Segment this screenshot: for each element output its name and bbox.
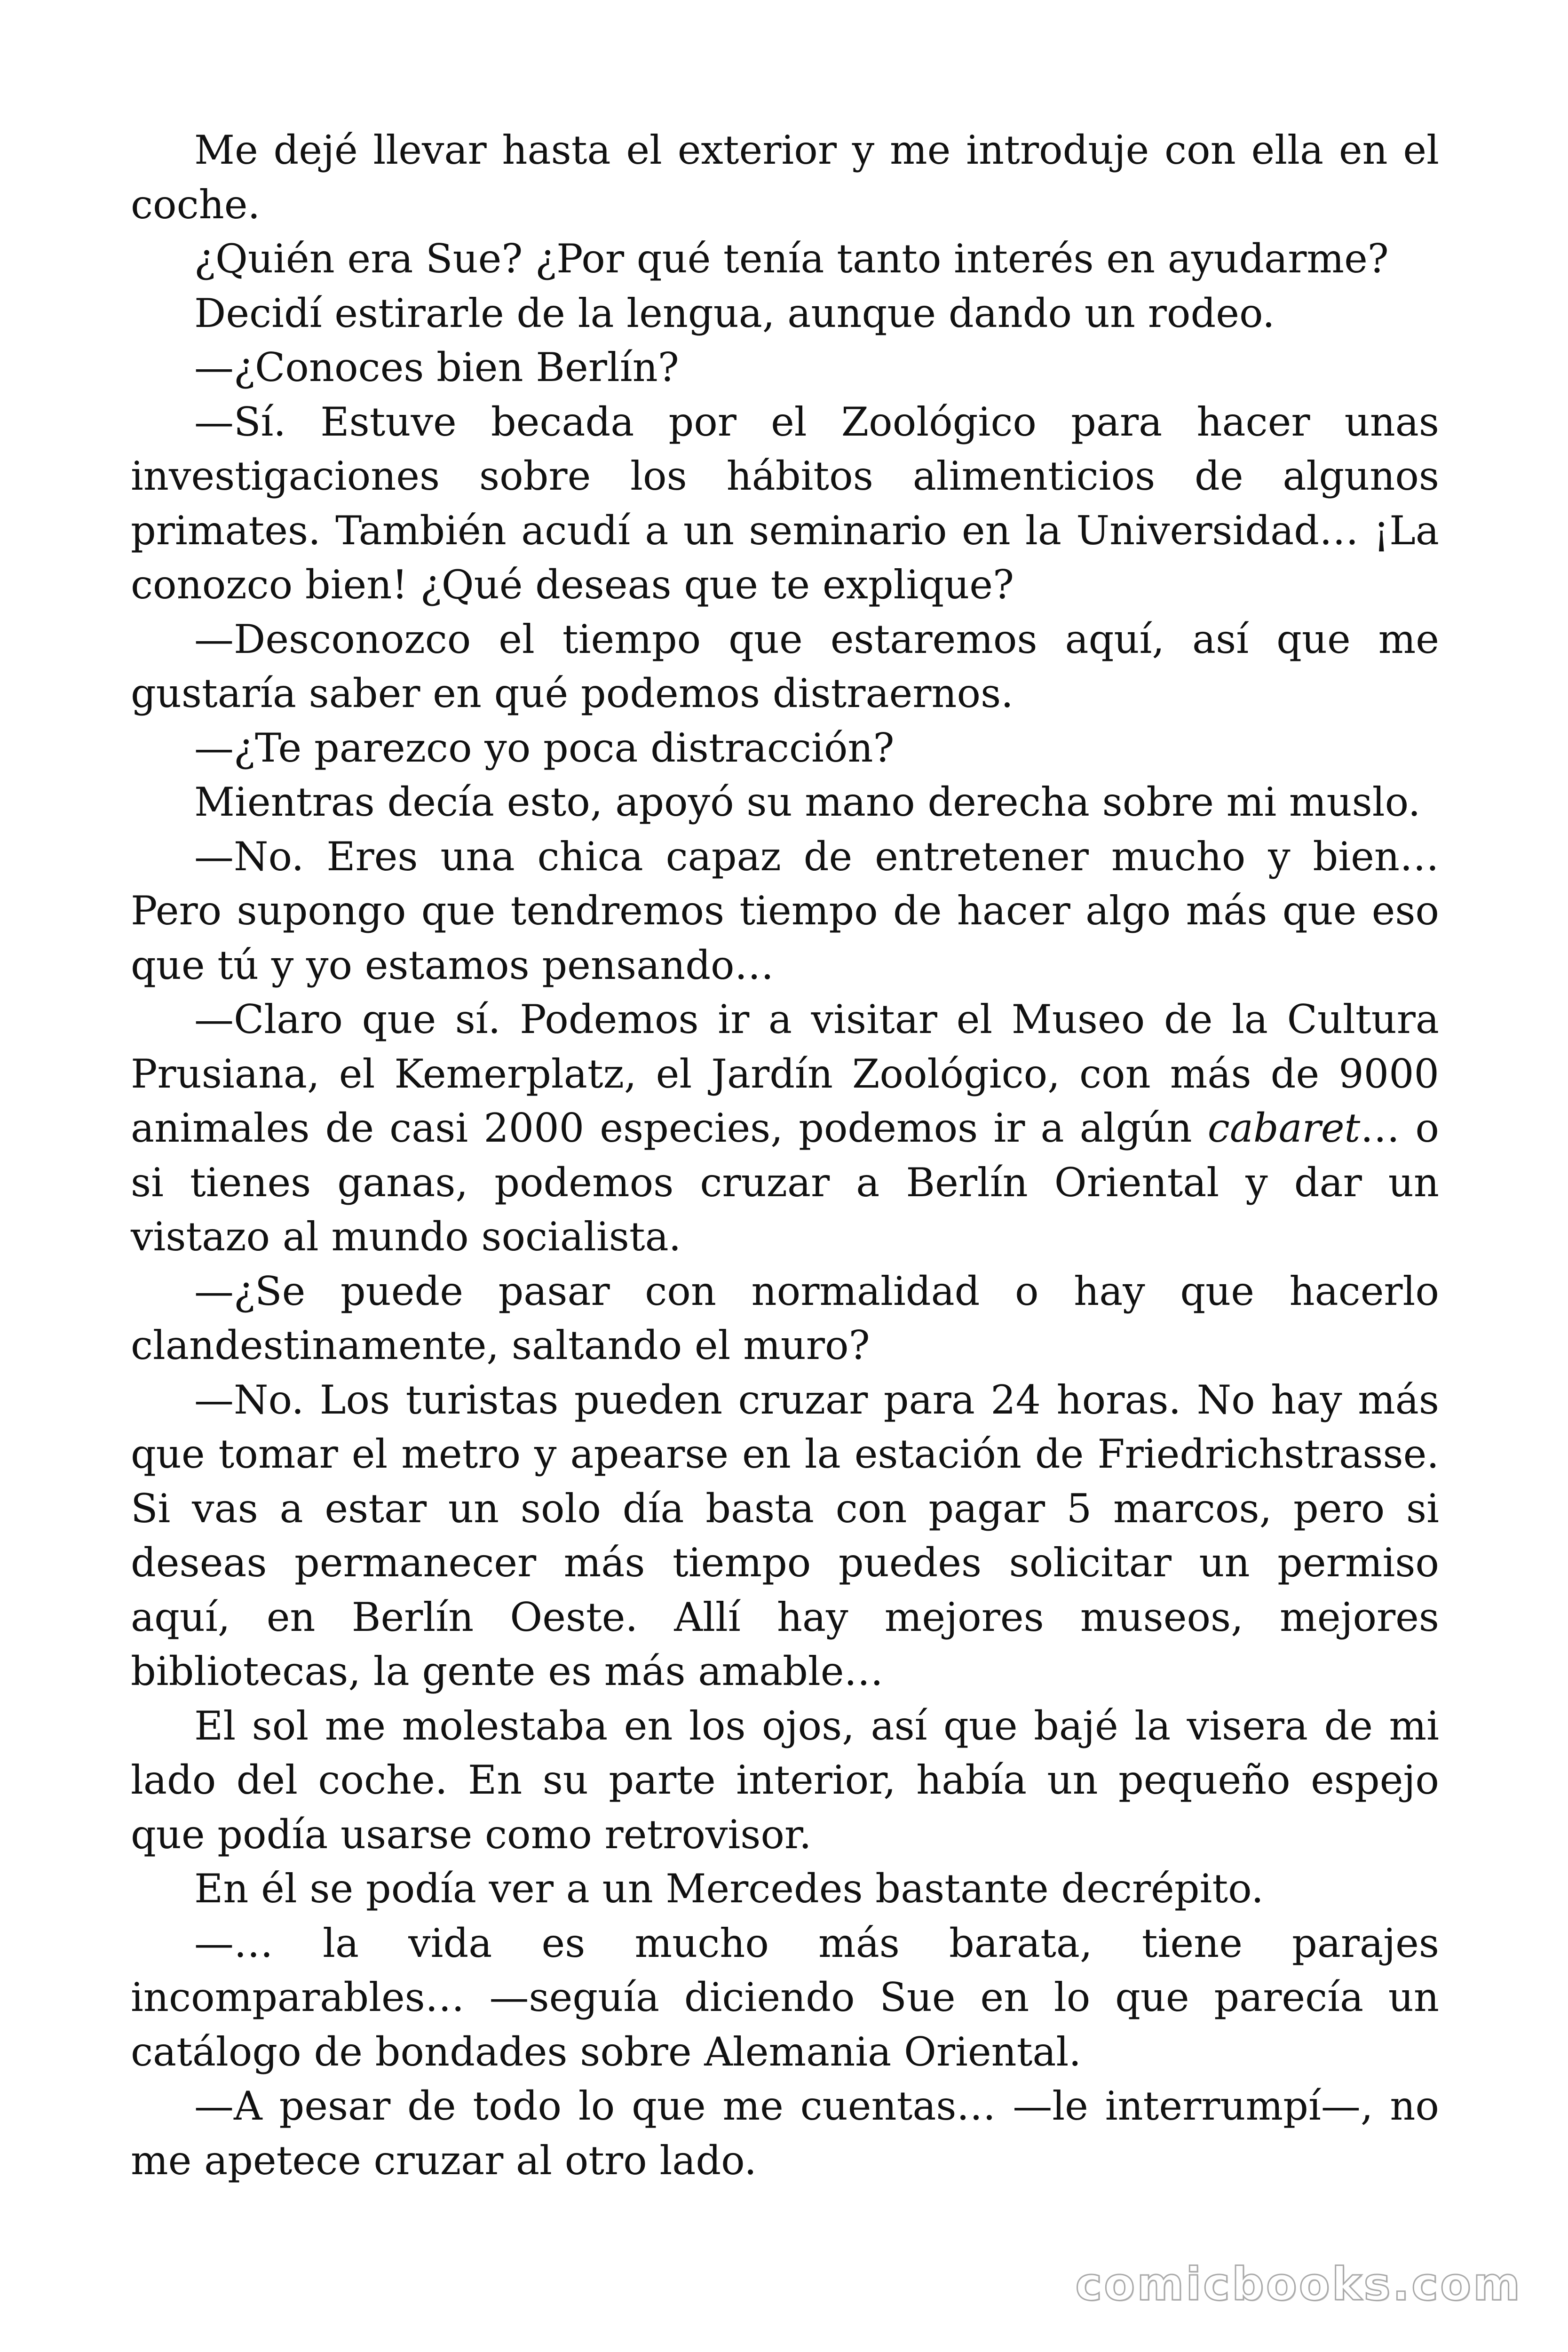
- page-text: [131, 123, 1439, 2188]
- text-run: —¿Conoces bien Berlín?: [194, 344, 679, 390]
- text-run: —No. Los turistas pueden cruzar para 24 horas. No hay más que tomar el metro y apearse en la estación de Friedrichstrasse. Si vas a estar un solo día basta con pagar 5 marcos, pero si deseas permanecer más tiempo puedes solicitar un permiso aquí, en Berlín Oeste. Allí hay mejores museos, mejores bibliotecas, la gente es más amable…: [131, 1376, 1439, 1694]
- text-run: —… la vida es mucho más barata, tiene parajes incomparables… —seguía diciendo Sue en lo que parecía un catálogo de bondades sobre Alemania Oriental.: [131, 1920, 1439, 2075]
- text-run: —¿Te parezco yo poca distracción?: [194, 724, 895, 771]
- text-run: Decidí estirarle de la lengua, aunque dando un rodeo.: [194, 290, 1275, 336]
- paragraph: [131, 721, 1439, 776]
- paragraph: [131, 1373, 1439, 1699]
- paragraph: [131, 1916, 1439, 2080]
- text-run: —No. Eres una chica capaz de entretener mucho y bien… Pero supongo que tendremos tiempo de hacer algo más que eso que tú y yo estamos pensando…: [131, 833, 1439, 988]
- text-run: —Claro que sí. Podemos ir a visitar el Museo de la Cultura Prusiana, el Kemerplatz, el Jardín Zoológico, con más de 9000 animales de casi 2000 especies, podemos ir a algún: [131, 996, 1439, 1151]
- italic-text: cabaret: [1207, 1105, 1361, 1151]
- paragraph: [131, 1862, 1439, 1916]
- text-run: —¿Se puede pasar con normalidad o hay que hacerlo clandestinamente, saltando el muro?: [131, 1268, 1439, 1368]
- paragraph: [131, 2079, 1439, 2188]
- text-run: —Sí. Estuve becada por el Zoológico para hacer unas investigaciones sobre los hábitos alimenticios de algunos primates. También acudí a un seminario en la Universidad… ¡La conozco bien! ¿Qué deseas que te explique?: [131, 398, 1439, 608]
- paragraph: [131, 993, 1439, 1264]
- paragraph: [131, 830, 1439, 993]
- paragraph: [131, 286, 1439, 341]
- paragraph: [131, 395, 1439, 612]
- paragraph: [131, 775, 1439, 830]
- text-run: El sol me molestaba en los ojos, así que bajé la visera de mi lado del coche. En su parte interior, había un pequeño espejo que podía usarse como retrovisor.: [131, 1702, 1439, 1858]
- paragraph: [131, 341, 1439, 395]
- paragraph: [131, 1699, 1439, 1862]
- paragraph: [131, 232, 1439, 286]
- text-run: ¿Quién era Sue? ¿Por qué tenía tanto interés en ayudarme?: [194, 236, 1389, 282]
- text-run: Mientras decía esto, apoyó su mano derecha sobre mi muslo.: [194, 779, 1421, 825]
- paragraph: [131, 1264, 1439, 1373]
- text-run: En él se podía ver a un Mercedes bastante decrépito.: [194, 1866, 1264, 1912]
- watermark: comicbooks.com: [1075, 2258, 1522, 2311]
- text-run: Me dejé llevar hasta el exterior y me introduje con ella en el coche.: [131, 127, 1439, 228]
- paragraph: [131, 612, 1439, 721]
- paragraph: [131, 123, 1439, 232]
- text-run: … o si tienes ganas, podemos cruzar a Berlín Oriental y dar un vistazo al mundo socialista.: [131, 1105, 1439, 1260]
- text-run: —A pesar de todo lo que me cuentas… —le interrumpí—, no me apetece cruzar al otro lado.: [131, 2083, 1439, 2184]
- text-run: —Desconozco el tiempo que estaremos aquí, así que me gustaría saber en qué podemos distraernos.: [131, 616, 1439, 716]
